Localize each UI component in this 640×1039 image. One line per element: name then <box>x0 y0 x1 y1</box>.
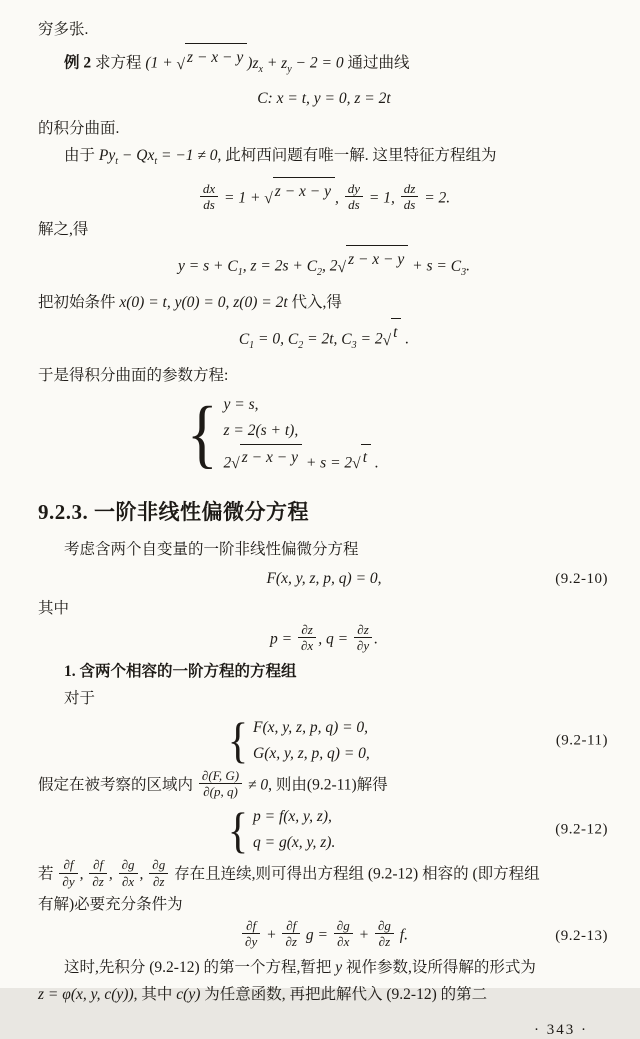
paragraph-line <box>38 43 610 83</box>
page-number: · 343 · <box>534 1021 588 1038</box>
math-run: − Q <box>118 146 148 164</box>
system-row <box>223 392 378 418</box>
fraction <box>298 622 316 654</box>
text-run: 对于 <box>64 689 96 707</box>
system-rows <box>223 392 378 477</box>
math-run: P <box>98 146 109 164</box>
subscript: 2 <box>298 339 304 351</box>
text-run: 于是得积分曲面的参数方程: <box>38 366 229 384</box>
display-equation <box>38 318 610 360</box>
text-run: 解之,得 <box>38 221 89 239</box>
fraction-numerator: ∂f <box>246 918 257 934</box>
fraction-denominator: ∂z <box>375 933 394 949</box>
radical <box>264 177 335 206</box>
bold-label: 例 2 <box>64 54 92 72</box>
math-run: F(x, y, z, p, q) = 0, <box>253 718 369 736</box>
radical-sign-icon: √ <box>231 455 240 473</box>
system-row <box>223 418 378 444</box>
subscripted-variable: $x_t$ <box>147 146 158 167</box>
fraction <box>199 768 242 800</box>
math-run: = 1 + <box>220 189 265 207</box>
math-run: , 2 <box>322 257 338 275</box>
text-run: 有解)必要充分条件为 <box>38 896 183 914</box>
math-run: − 2 = 0 <box>291 54 344 72</box>
text-run: 的积分曲面. <box>38 119 120 137</box>
math-run: , <box>335 189 343 207</box>
math-run: ) <box>247 54 253 72</box>
paragraph-line <box>38 685 610 712</box>
system-row <box>253 830 335 856</box>
text-run: 其中 <box>38 600 70 618</box>
paragraph-line <box>38 767 610 802</box>
math-run: (1 + <box>145 54 177 72</box>
math-run: q = g(x, y, z). <box>253 834 336 852</box>
subscripted-variable: $C_2$ <box>306 257 323 279</box>
math-run: = 2. <box>420 189 451 207</box>
math-run: . <box>466 257 470 275</box>
math-run: . <box>374 630 378 648</box>
radical <box>352 444 371 471</box>
fraction-numerator: ∂(F, G) <box>201 767 240 783</box>
subscript: t <box>154 155 158 167</box>
math-run: y <box>335 958 343 976</box>
fraction <box>282 918 299 950</box>
math-run: + s = <box>408 257 451 275</box>
fraction <box>375 918 394 950</box>
subscript: y <box>287 63 292 75</box>
paragraph-line <box>38 859 610 891</box>
text-run: , 此柯西问题有唯一解. 这里特征方程组为 <box>217 146 497 164</box>
text-run: 假定在被考察的区域内 <box>38 776 197 794</box>
display-equation <box>38 565 610 593</box>
paragraph-line <box>38 142 610 175</box>
fraction <box>242 918 260 950</box>
radical-sign-icon: √ <box>352 455 361 473</box>
display-equation <box>38 920 610 952</box>
math-run: = −1 ≠ 0 <box>157 146 218 164</box>
math-run: g = <box>301 926 332 944</box>
subscript: t <box>115 155 119 167</box>
text-run: 把初始条件 <box>38 294 120 312</box>
equation-number: (9.2-13) <box>555 927 608 944</box>
subscripted-variable: $z_y$ <box>281 54 292 75</box>
paragraph-line <box>38 891 610 918</box>
fraction-denominator: ∂y <box>59 873 77 889</box>
fraction-numerator: ∂g <box>336 918 350 934</box>
math-run: c(y) <box>176 985 201 1003</box>
radical-sign-icon: √ <box>337 258 347 276</box>
math-run: ≠ 0 <box>244 776 269 794</box>
math-run: C: x = t, y = 0, z = 2t <box>257 89 391 107</box>
equation-system <box>226 801 336 858</box>
fraction <box>345 181 363 213</box>
math-run: = 1, <box>365 189 399 207</box>
fraction-denominator: ds <box>401 196 419 212</box>
math-run: , <box>139 865 148 883</box>
math-run: + s = 2 <box>301 454 353 472</box>
equation-system-line <box>38 712 610 769</box>
fraction <box>149 857 168 889</box>
paragraph-line <box>38 115 610 142</box>
math-run: z = φ(x, y, c(y)) <box>38 985 134 1003</box>
radicand: z − x − y <box>273 177 335 206</box>
fraction-numerator: ∂z <box>357 622 369 638</box>
fraction-denominator: ∂z <box>149 873 168 889</box>
fraction-numerator: ∂g <box>152 857 166 873</box>
text-run: 存在且连续,则可得出方程组 (9.2-12) 相容的 (即方程组 <box>170 865 540 883</box>
fraction-numerator: ∂f <box>63 857 74 873</box>
radical-sign-icon: √ <box>382 331 392 349</box>
math-run: p = <box>270 630 296 648</box>
fraction <box>200 181 218 213</box>
paragraph-line <box>38 595 610 622</box>
text-run: , 其中 <box>133 985 177 1003</box>
fraction-numerator: ∂g <box>121 857 135 873</box>
system-rows <box>253 804 335 856</box>
equation-number: (9.2-12) <box>555 821 608 838</box>
radical <box>231 444 302 471</box>
fraction <box>334 918 353 950</box>
subscripted-variable: $C_1$ <box>227 257 243 279</box>
radical <box>177 43 248 71</box>
equation-number: (9.2-11) <box>555 732 608 749</box>
math-run: = 2t, <box>303 330 342 348</box>
text-run: 代入,得 <box>287 294 342 312</box>
fraction-numerator: ∂z <box>301 622 313 638</box>
fraction-denominator: ∂x <box>119 873 138 889</box>
radicand: t <box>361 444 371 471</box>
text-run: 为任意函数, 再把此解代入 (9.2-12) 的第二 <box>200 985 488 1003</box>
page-footer <box>38 1022 610 1039</box>
subscripted-variable: $y_t$ <box>108 146 119 167</box>
fraction <box>119 857 138 889</box>
subscripted-variable: $C_3$ <box>450 257 467 279</box>
system-rows <box>253 715 370 767</box>
radical-sign-icon: √ <box>264 190 273 208</box>
fraction <box>89 857 106 889</box>
system-row <box>253 715 370 741</box>
math-run: F(x, y, z, p, q) = 0, <box>266 570 382 588</box>
paragraph-line <box>38 954 610 981</box>
math-run: . <box>401 330 410 348</box>
math-run: f. <box>395 926 408 944</box>
equation-system-line <box>38 392 610 477</box>
fraction-numerator: dz <box>403 180 416 196</box>
subscripted-variable: $z_x$ <box>252 54 263 75</box>
subscript: 3 <box>461 267 467 279</box>
subscripted-variable: $C_1$ <box>238 330 255 351</box>
paragraph-line <box>38 658 610 685</box>
equation-number: (9.2-10) <box>555 571 608 588</box>
radical-sign-icon: √ <box>176 55 186 73</box>
math-run: , q = <box>318 630 352 648</box>
paragraph-line <box>38 289 610 316</box>
subscripted-variable: $C_3$ <box>341 330 357 351</box>
bold-label: 1. 含两个相容的一阶方程的方程组 <box>64 662 297 680</box>
math-run: = 2 <box>356 330 383 348</box>
left-brace: { <box>227 801 249 858</box>
text-run: , 则由(9.2-11)解得 <box>268 776 388 794</box>
subscripted-variable: $C_2$ <box>287 330 304 351</box>
math-run: x(0) = t, y(0) = 0, z(0) = 2t <box>119 294 288 312</box>
left-brace: { <box>186 391 218 476</box>
fraction-numerator: ∂g <box>377 918 391 934</box>
display-equation <box>38 624 610 656</box>
paragraph-line <box>38 362 610 389</box>
radicand: z − x − y <box>240 444 302 471</box>
fraction-numerator: dx <box>202 180 216 196</box>
radicand: z − x − y <box>185 43 247 71</box>
text-run: 求方程 <box>91 54 146 72</box>
math-run: + <box>354 926 373 944</box>
math-run: = 0, <box>254 330 288 348</box>
subscript: 1 <box>249 339 255 351</box>
display-equation <box>38 245 610 287</box>
text-run: 穷多张. <box>38 21 89 38</box>
subscript: x <box>258 63 263 75</box>
paragraph-line <box>38 16 610 43</box>
fraction <box>59 857 77 889</box>
fraction-denominator: ∂y <box>242 933 260 949</box>
system-row <box>253 741 370 767</box>
math-run: z = 2(s + t), <box>223 421 299 439</box>
fraction <box>354 622 372 654</box>
paragraph-line <box>38 981 610 1008</box>
fraction-numerator: ∂f <box>286 918 297 934</box>
math-run: + <box>262 926 281 944</box>
text-run: 通过曲线 <box>343 54 410 72</box>
fraction-denominator: ∂(p, q) <box>199 783 242 799</box>
text-run: 若 <box>38 865 58 883</box>
fraction-numerator: dy <box>347 180 361 196</box>
math-run: . <box>371 454 379 472</box>
fraction-numerator: ∂f <box>93 857 104 873</box>
text-run: 这时,先积分 (9.2-12) 的第一个方程,暂把 <box>64 958 336 976</box>
math-run: , <box>79 865 88 883</box>
text-run: 由于 <box>64 146 99 164</box>
math-run: y = s + <box>178 257 228 275</box>
system-row <box>253 804 335 830</box>
equation-system <box>226 712 370 769</box>
math-run: 2 <box>223 454 232 472</box>
fraction-denominator: ∂z <box>89 873 106 889</box>
fraction <box>401 181 419 213</box>
text-run: 视作参数,设所得解的形式为 <box>342 958 536 976</box>
math-run: G(x, y, z, p, q) = 0, <box>253 744 370 762</box>
radical <box>383 318 402 347</box>
paragraph-line <box>38 536 610 563</box>
fraction-denominator: ∂y <box>354 637 372 653</box>
radical <box>338 245 409 274</box>
subscript: 1 <box>237 267 243 279</box>
fraction-denominator: ∂x <box>334 933 353 949</box>
math-run: , z = 2s + <box>242 257 307 275</box>
display-equation <box>38 85 610 113</box>
math-run: p = f(x, y, z), <box>253 808 332 826</box>
fraction-denominator: ds <box>200 196 218 212</box>
fraction-denominator: ∂x <box>298 637 316 653</box>
math-run: + <box>262 54 282 72</box>
display-equation <box>38 177 610 215</box>
paragraph-line <box>38 216 610 243</box>
left-brace: { <box>227 712 249 769</box>
text-run: 考虑含两个自变量的一阶非线性偏微分方程 <box>64 541 359 559</box>
radicand: z − x − y <box>346 245 408 274</box>
equation-system <box>184 392 379 477</box>
system-row <box>223 444 378 477</box>
fraction-denominator: ds <box>345 196 363 212</box>
radicand: t <box>391 318 401 347</box>
page-content <box>38 16 610 1008</box>
math-run: y = s, <box>223 395 259 413</box>
section-heading: 9.2.3. 一阶非线性偏微分方程 <box>38 500 309 525</box>
subscript: 2 <box>317 267 323 279</box>
math-run: , <box>108 865 117 883</box>
subscript: 3 <box>351 339 357 351</box>
equation-system-line <box>38 801 610 858</box>
fraction-denominator: ∂z <box>282 933 299 949</box>
